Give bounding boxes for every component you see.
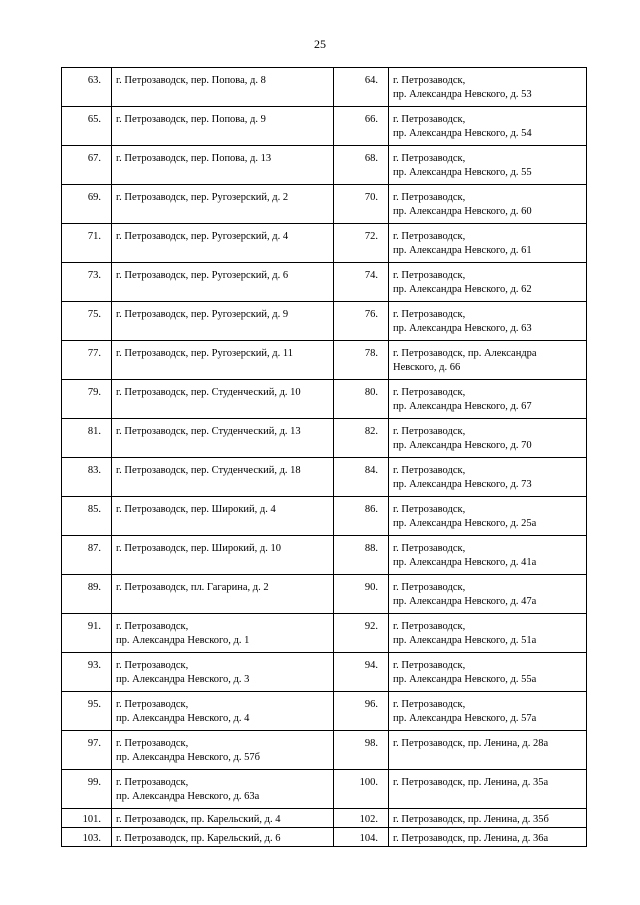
address-right: г. Петрозаводск, пр. Александра Невского, д. 73: [389, 458, 587, 497]
row-number-right: 86.: [334, 497, 389, 536]
row-number-left: 83.: [62, 458, 112, 497]
address-right: г. Петрозаводск, пр. Александра Невского, д. 62: [389, 263, 587, 302]
row-number-left: 95.: [62, 692, 112, 731]
table-row: [62, 185, 587, 224]
row-number-left: 71.: [62, 224, 112, 263]
row-number-left: 67.: [62, 146, 112, 185]
row-number-right: 88.: [334, 536, 389, 575]
row-number-right: 70.: [334, 185, 389, 224]
table-row: [62, 828, 587, 847]
row-number-left: 99.: [62, 770, 112, 809]
table-row: [62, 341, 587, 380]
address-left: г. Петрозаводск, пр. Александра Невского, д. 3: [112, 653, 334, 692]
row-number-left: 93.: [62, 653, 112, 692]
address-right: г. Петрозаводск, пр. Ленина, д. 36а: [389, 828, 587, 847]
row-number-left: 97.: [62, 731, 112, 770]
address-right: г. Петрозаводск, пр. Александра Невского, д. 54: [389, 107, 587, 146]
address-right: г. Петрозаводск, пр. Александра Невского, д. 41а: [389, 536, 587, 575]
row-number-right: 96.: [334, 692, 389, 731]
address-left: г. Петрозаводск, пер. Попова, д. 8: [112, 68, 334, 107]
address-left: г. Петрозаводск, пер. Студенческий, д. 10: [112, 380, 334, 419]
row-number-left: 75.: [62, 302, 112, 341]
row-number-right: 84.: [334, 458, 389, 497]
address-left: г. Петрозаводск, пр. Карельский, д. 6: [112, 828, 334, 847]
row-number-left: 101.: [62, 809, 112, 828]
address-left: г. Петрозаводск, пр. Александра Невского, д. 4: [112, 692, 334, 731]
row-number-right: 80.: [334, 380, 389, 419]
table-row: [62, 731, 587, 770]
row-number-left: 77.: [62, 341, 112, 380]
address-right: г. Петрозаводск, пр. Ленина, д. 35а: [389, 770, 587, 809]
row-number-left: 87.: [62, 536, 112, 575]
row-number-right: 100.: [334, 770, 389, 809]
row-number-left: 73.: [62, 263, 112, 302]
address-left: г. Петрозаводск, пер. Ругозерский, д. 11: [112, 341, 334, 380]
address-right: г. Петрозаводск, пр. Александра Невского, д. 47а: [389, 575, 587, 614]
row-number-left: 79.: [62, 380, 112, 419]
row-number-right: 68.: [334, 146, 389, 185]
row-number-left: 89.: [62, 575, 112, 614]
table-row: [62, 575, 587, 614]
table-row: [62, 614, 587, 653]
table-row: [62, 380, 587, 419]
table-row: [62, 770, 587, 809]
address-left: г. Петрозаводск, пер. Ругозерский, д. 9: [112, 302, 334, 341]
row-number-right: 90.: [334, 575, 389, 614]
address-table-body: [62, 68, 587, 847]
address-right: г. Петрозаводск, пр. Александра Невского, д. 55: [389, 146, 587, 185]
row-number-left: 81.: [62, 419, 112, 458]
row-number-right: 66.: [334, 107, 389, 146]
address-left: г. Петрозаводск, пер. Попова, д. 9: [112, 107, 334, 146]
address-left: г. Петрозаводск, пер. Студенческий, д. 18: [112, 458, 334, 497]
address-table: [61, 67, 587, 847]
address-right: г. Петрозаводск, пр. Александра Невского, д. 60: [389, 185, 587, 224]
address-left: г. Петрозаводск, пер. Ругозерский, д. 6: [112, 263, 334, 302]
address-right: г. Петрозаводск, пр. Александра Невского, д. 53: [389, 68, 587, 107]
address-left: г. Петрозаводск, пр. Карельский, д. 4: [112, 809, 334, 828]
address-right: г. Петрозаводск, пр. Александра Невского, д. 51а: [389, 614, 587, 653]
row-number-right: 104.: [334, 828, 389, 847]
page-number: 25: [314, 37, 326, 51]
row-number-right: 82.: [334, 419, 389, 458]
address-right: г. Петрозаводск, пр. Александра Невского, д. 66: [389, 341, 587, 380]
address-left: г. Петрозаводск, пер. Студенческий, д. 13: [112, 419, 334, 458]
address-left: г. Петрозаводск, пер. Широкий, д. 4: [112, 497, 334, 536]
table-row: [62, 653, 587, 692]
table-row: [62, 497, 587, 536]
table-row: [62, 263, 587, 302]
address-left: г. Петрозаводск, пр. Александра Невского, д. 57б: [112, 731, 334, 770]
table-row: [62, 458, 587, 497]
address-left: г. Петрозаводск, пер. Ругозерский, д. 4: [112, 224, 334, 263]
row-number-left: 65.: [62, 107, 112, 146]
address-left: г. Петрозаводск, пр. Александра Невского, д. 1: [112, 614, 334, 653]
table-row: [62, 419, 587, 458]
row-number-right: 92.: [334, 614, 389, 653]
table-row: [62, 146, 587, 185]
address-right: г. Петрозаводск, пр. Александра Невского, д. 25а: [389, 497, 587, 536]
row-number-left: 103.: [62, 828, 112, 847]
address-left: г. Петрозаводск, пл. Гагарина, д. 2: [112, 575, 334, 614]
table-row: [62, 224, 587, 263]
address-right: г. Петрозаводск, пр. Александра Невского, д. 63: [389, 302, 587, 341]
row-number-right: 94.: [334, 653, 389, 692]
address-left: г. Петрозаводск, пер. Попова, д. 13: [112, 146, 334, 185]
row-number-right: 76.: [334, 302, 389, 341]
address-right: г. Петрозаводск, пр. Александра Невского, д. 55а: [389, 653, 587, 692]
table-row: [62, 107, 587, 146]
row-number-right: 78.: [334, 341, 389, 380]
row-number-left: 63.: [62, 68, 112, 107]
address-right: г. Петрозаводск, пр. Александра Невского, д. 67: [389, 380, 587, 419]
address-right: г. Петрозаводск, пр. Ленина, д. 35б: [389, 809, 587, 828]
address-right: г. Петрозаводск, пр. Александра Невского, д. 61: [389, 224, 587, 263]
row-number-right: 72.: [334, 224, 389, 263]
address-right: г. Петрозаводск, пр. Ленина, д. 28а: [389, 731, 587, 770]
address-right: г. Петрозаводск, пр. Александра Невского, д. 57а: [389, 692, 587, 731]
address-left: г. Петрозаводск, пер. Широкий, д. 10: [112, 536, 334, 575]
address-right: г. Петрозаводск, пр. Александра Невского, д. 70: [389, 419, 587, 458]
table-row: [62, 302, 587, 341]
address-left: г. Петрозаводск, пер. Ругозерский, д. 2: [112, 185, 334, 224]
row-number-left: 69.: [62, 185, 112, 224]
row-number-right: 102.: [334, 809, 389, 828]
row-number-right: 74.: [334, 263, 389, 302]
address-left: г. Петрозаводск, пр. Александра Невского, д. 63а: [112, 770, 334, 809]
row-number-right: 98.: [334, 731, 389, 770]
table-row: [62, 536, 587, 575]
row-number-left: 85.: [62, 497, 112, 536]
table-row: [62, 68, 587, 107]
table-row: [62, 692, 587, 731]
row-number-right: 64.: [334, 68, 389, 107]
row-number-left: 91.: [62, 614, 112, 653]
table-row: [62, 809, 587, 828]
